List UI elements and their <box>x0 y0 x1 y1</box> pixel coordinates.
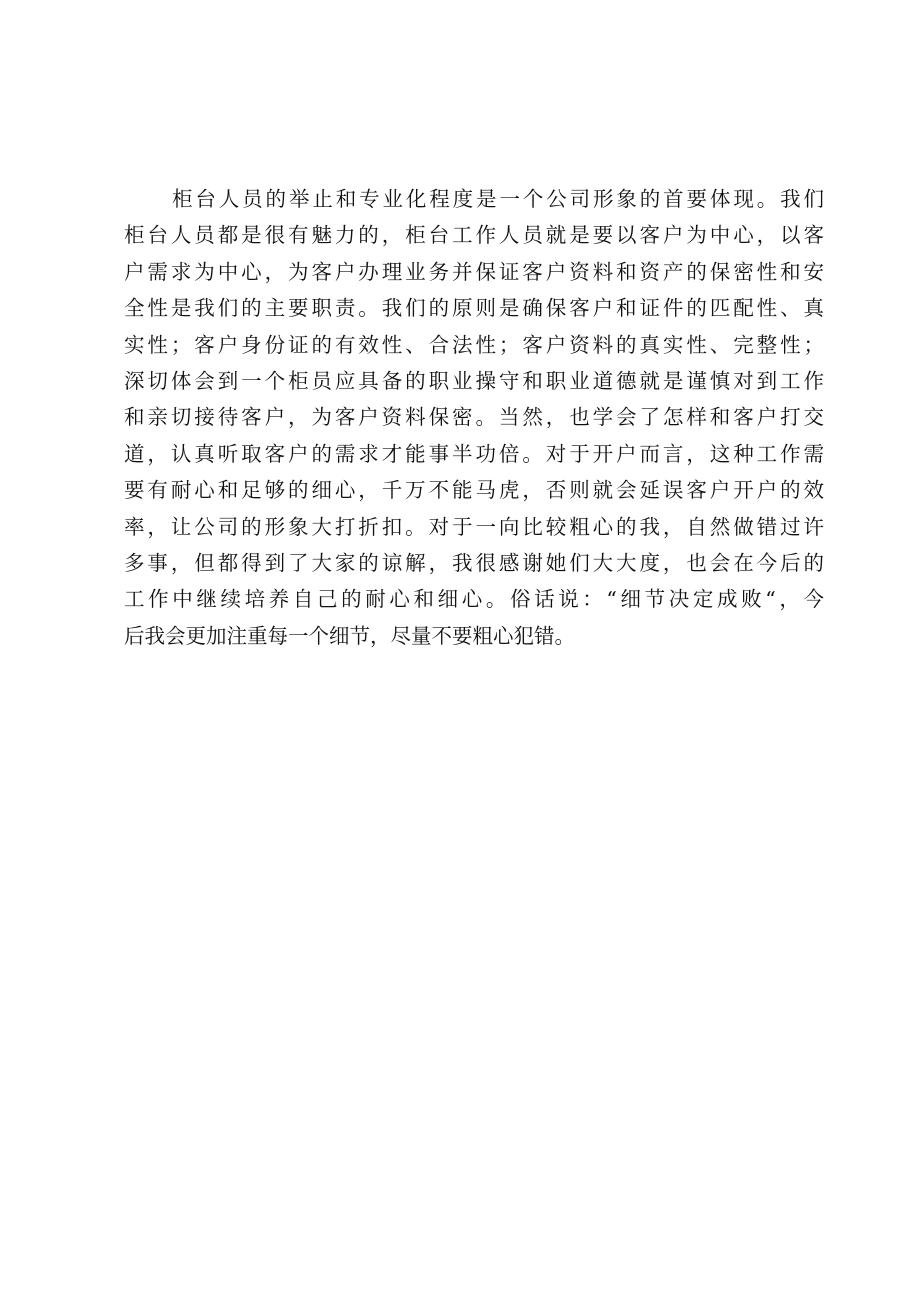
paragraph-line-5: 实性；客户身份证的有效性、合法性；客户资料的真实性、完整性； <box>124 332 824 357</box>
paragraph-line-7: 和亲切接待客户，为客户资料保密。当然，也学会了怎样和客户打交 <box>124 405 824 430</box>
paragraph-line-10: 率，让公司的形象大打折扣。对于一向比较粗心的我，自然做错过许 <box>124 514 824 539</box>
paragraph-line-6: 深切体会到一个柜员应具备的职业操守和职业道德就是谨慎对到工作 <box>124 368 824 393</box>
body-paragraph <box>124 181 824 654</box>
paragraph-line-12: 工作中继续培养自己的耐心和细心。俗话说：“细节决定成败“，今 <box>124 587 824 612</box>
paragraph-line-8: 道，认真听取客户的需求才能事半功倍。对于开户而言，这种工作需 <box>124 441 824 466</box>
paragraph-line-3: 户需求为中心，为客户办理业务并保证客户资料和资产的保密性和安 <box>124 259 824 284</box>
paragraph-line-11: 多事，但都得到了大家的谅解，我很感谢她们大大度，也会在今后的 <box>124 550 824 575</box>
paragraph-line-13: 后我会更加注重每一个细节，尽量不要粗心犯错。 <box>124 623 575 648</box>
paragraph-line-4: 全性是我们的主要职责。我们的原则是确保客户和证件的匹配性、真 <box>124 296 824 321</box>
paragraph-line-9: 要有耐心和足够的细心，千万不能马虎，否则就会延误客户开户的效 <box>124 478 824 503</box>
paragraph-line-2: 柜台人员都是很有魅力的，柜台工作人员就是要以客户为中心，以客 <box>124 223 824 248</box>
paragraph-line-1: 柜台人员的举止和专业化程度是一个公司形象的首要体现。我们 <box>172 187 824 211</box>
